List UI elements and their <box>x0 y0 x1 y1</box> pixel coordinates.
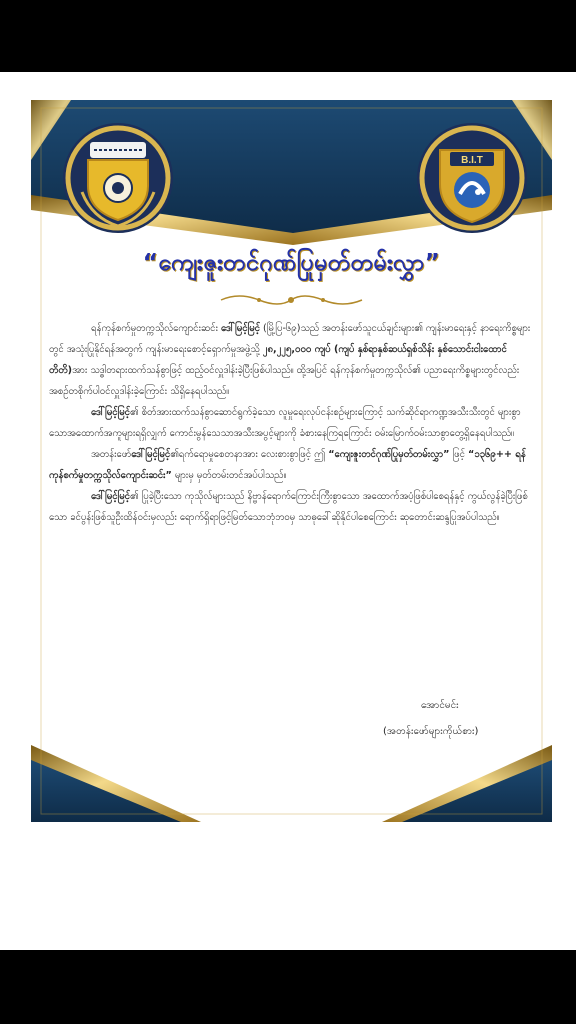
bit-seal-logo <box>416 122 528 234</box>
paragraph-text: ၏ ပြုခဲ့ပြီးသော ကုသိုလ်များသည် နိဗ္ဗာန်ရောက်ကြောင်းကြီးစွာသော အထောက်အပံ့ဖြစ်ပါစေရန်နှင့် ကွယ်လွန်ခဲ့ပြီးဖြစ်သော ခင်ပွန်းဖြစ်သူဦးထိန်ဝင်းမှလည်း ရောက်ရှိရာဖြင့်မြတ်သောဘုံဘဝမှ သာဓုခေါ်ဆိုနိုင်ပါစေကြောင်း ဆုတောင်းဆန္ဒပြုအပ်ပါသည်။ <box>49 491 528 523</box>
certificate-heading: “ကျေးဇူးတင်ဂုဏ်ပြုမှတ်တမ်းလွှာ” <box>142 250 441 276</box>
paragraph-text: ဖြင့် <box>449 449 468 460</box>
certificate-body <box>49 318 535 528</box>
honoree-name: ဒေါ်မြင့်မြင့် <box>131 449 171 460</box>
signatory-title: (အတန်းဖော်များကိုယ်စား) <box>383 726 479 737</box>
university-seal-logo <box>62 122 174 234</box>
paragraph-appreciation <box>49 402 535 444</box>
paragraph-text: ၏ စိတ်အားထက်သန်စွာဆောင်ရွက်ခဲ့သော လူမှုရေးလုပ်ငန်းစဉ်များကြောင့် သက်ဆိုင်ရာကဏ္ဍအသီးသီးတွင် များစွာသောအထောက်အကူများရရှိလျှက် ကောင်းမွန်သေသာအသီးအပွင့်များကို ခံစားနေကြရကြောင်း ဝမ်းမြောက်ဝမ်းသာစွာတွေ့ရှိနေရပါသည်။ <box>49 407 521 439</box>
alumni-group-name: “၁၃၆၉++ ရန်ကုန်စက်မှုတက္ကသိုလ်ကျောင်းဆင်း” <box>49 449 526 481</box>
donation-amount: ၂၈,၂၂၅,၀၀၀ ကျပ် (ကျပ် နှစ်ရာနှစ်ဆယ်ရှစ်သိန်း နှစ်သောင်းငါးထောင်တိတိ) <box>49 344 507 376</box>
paragraph-text: ရန်ကုန်စက်မှုတက္ကသိုလ်ကျောင်းဆင်း <box>91 323 221 334</box>
paragraph-blessing <box>49 486 535 528</box>
paragraph-text: များမှ မှတ်တမ်းတင်အပ်ပါသည်။ <box>171 470 287 481</box>
paragraph-text: အား သဒ္ဓါတရားထက်သန်စွာဖြင့် ထည့်ဝင်လှူဒါန်းခဲ့ပြီးဖြစ်ပါသည်။ ထို့အပြင် ရန်ကုန်စက်မှုတက္ကသိုလ်၏ ပညာရေးကိစ္စများတွင်လည်း အစဉ်တစိုက်ပါဝင်လှူဒါန်းခဲ့ကြောင်း သိရှိနေရပါသည်။ <box>49 365 520 397</box>
ornament-divider-icon <box>219 292 364 308</box>
paragraph-text: အတန်းဖော် <box>91 449 132 460</box>
seal-abbreviation: B.I.T <box>461 155 483 166</box>
signatory-name: အောင်မင်း <box>421 700 459 711</box>
paragraph-text: (မြို့ပြ-၆၉)သည် အတန်းဖော်သူငယ်ချင်းများ၏ ကျန်းမာရေးနှင့် နာရေးကိစ္စများတွင် အသုံးပြုနိုင်ရန်အတွက် ကျန်းမာရေးစောင့်ရှောက်မှုအဖွဲ့သို့ <box>49 323 531 355</box>
honoree-name: ဒေါ်မြင့်မြင့် <box>91 491 130 502</box>
certificate <box>31 100 552 822</box>
paragraph-text: ၏ရက်ရောမှုစေတနာအား လေးစားစွာဖြင့် ဤ <box>170 449 329 460</box>
paragraph-donation <box>49 318 535 402</box>
paragraph-record <box>49 444 535 486</box>
honoree-name: ဒေါ်မြင့်မြင့် <box>91 407 130 418</box>
honoree-name: ဒေါ်မြင့်မြင့် <box>221 323 260 334</box>
certificate-title-quote: “ကျေးဇူးတင်ဂုဏ်ပြုမှတ်တမ်းလွှာ” <box>328 449 450 460</box>
